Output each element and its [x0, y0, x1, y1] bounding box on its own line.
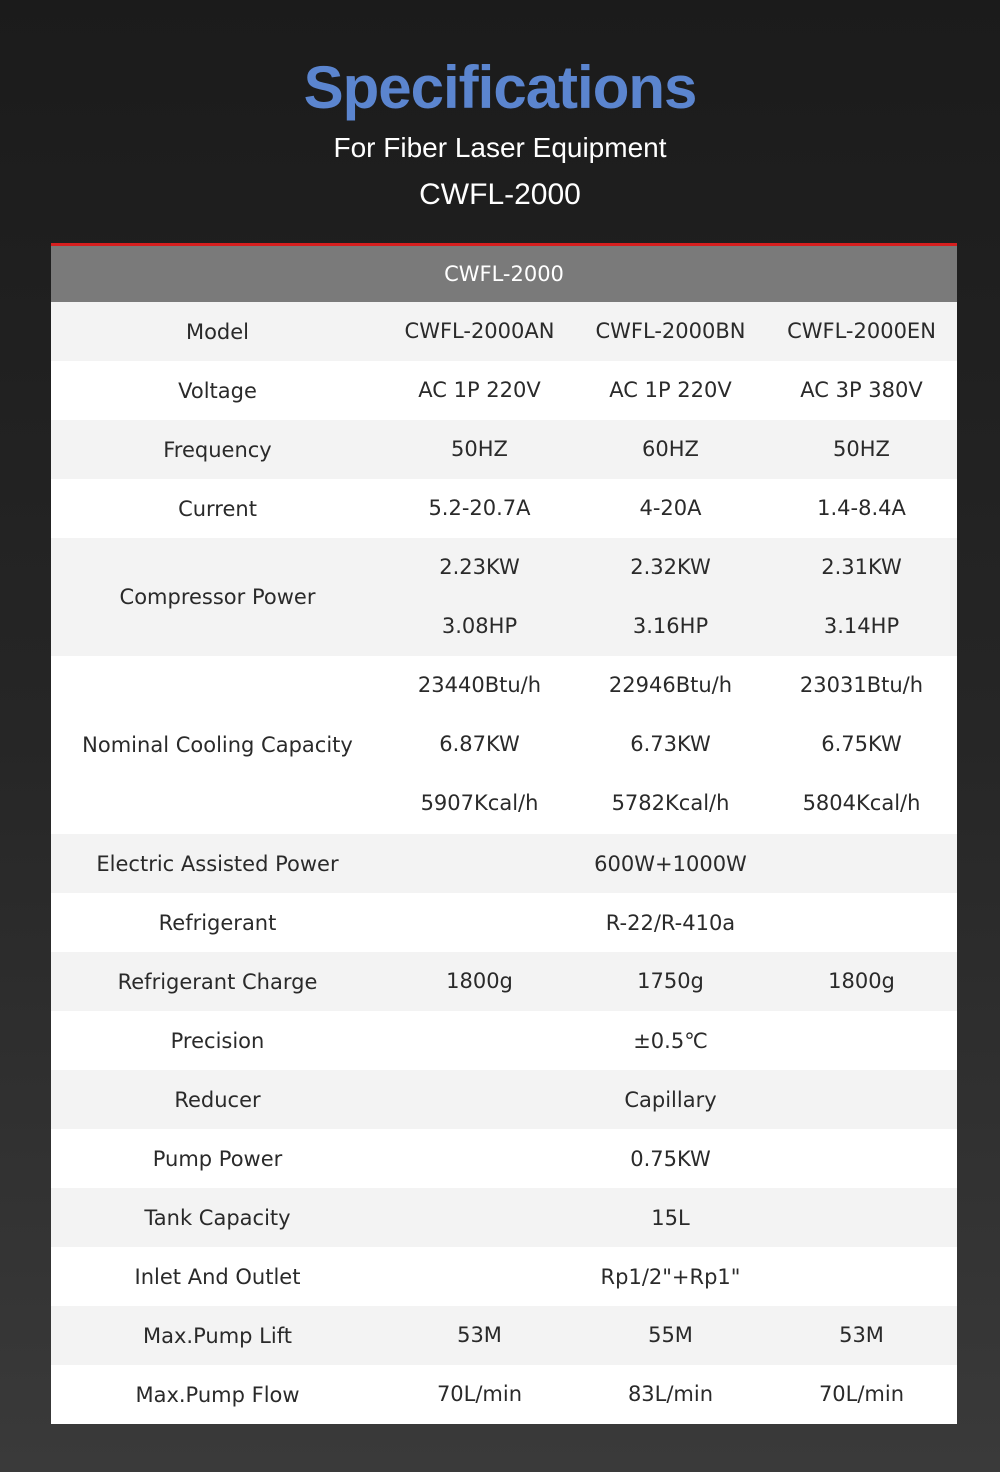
- cell-value: 5.2-20.7A: [428, 496, 531, 520]
- table-row-model: [51, 302, 957, 361]
- cell-value: 22946Btu/h: [608, 673, 733, 697]
- cell-value: 70L/min: [436, 1382, 523, 1406]
- table-row-frequency: [51, 420, 957, 479]
- cell-value: 5782Kcal/h: [611, 791, 730, 815]
- cell-value: 53M: [457, 1323, 502, 1347]
- cell-value: 1800g: [446, 969, 513, 993]
- cell-value: 2.31KW: [821, 555, 902, 579]
- table-row-refrigerant: [51, 893, 957, 952]
- cell-value: 6.73KW: [630, 732, 711, 756]
- cell-value: 3.08HP: [441, 614, 518, 638]
- cell-value: 5907Kcal/h: [420, 791, 539, 815]
- cell-value: 1750g: [637, 969, 704, 993]
- cell-value: 50HZ: [833, 437, 890, 461]
- table-row-cooling-capacity: [51, 656, 957, 834]
- cell-value: 23440Btu/h: [417, 673, 542, 697]
- cell-value: 23031Btu/h: [799, 673, 924, 697]
- table-row-refrigerant-charge: [51, 952, 957, 1011]
- row-label: Compressor Power: [119, 585, 316, 609]
- cell-value: Capillary: [624, 1087, 717, 1112]
- cell-value: 53M: [839, 1323, 884, 1347]
- model-title: CWFL-2000: [419, 178, 581, 211]
- table-row-precision: [51, 1011, 957, 1070]
- cell-value: 55M: [648, 1323, 693, 1347]
- cell-value: 2.32KW: [630, 555, 711, 579]
- cell-value: 70L/min: [818, 1382, 905, 1406]
- row-label: Current: [178, 496, 257, 521]
- cell-value: 4-20A: [639, 496, 702, 520]
- table-row-tank-capacity: [51, 1188, 957, 1247]
- table-row-compressor-power: [51, 538, 957, 656]
- cell-value: 2.23KW: [439, 555, 520, 579]
- row-label: Model: [185, 319, 250, 344]
- row-label: Pump Power: [152, 1146, 283, 1171]
- table-row-voltage: [51, 361, 957, 420]
- row-label: Inlet And Outlet: [134, 1264, 301, 1289]
- cell-value: 1800g: [828, 969, 895, 993]
- cell-value: 6.75KW: [821, 732, 902, 756]
- cell-value: 6.87KW: [439, 732, 520, 756]
- table-row-pump-power: [51, 1129, 957, 1188]
- cell-value: 3.14HP: [823, 614, 900, 638]
- cell-value: 60HZ: [642, 437, 699, 461]
- cell-value: 5804Kcal/h: [802, 791, 921, 815]
- cell-value: R-22/R-410a: [605, 910, 736, 935]
- cell-value: ±0.5℃: [633, 1028, 708, 1053]
- table-caption: CWFL-2000: [51, 246, 957, 302]
- table-row-pump-lift: [51, 1306, 957, 1365]
- row-label: Refrigerant: [158, 910, 277, 935]
- cell-value: CWFL-2000AN: [404, 319, 555, 343]
- cell-value: AC 1P 220V: [418, 378, 541, 402]
- cell-value: CWFL-2000EN: [787, 319, 936, 343]
- page-title: Specifications: [303, 54, 697, 121]
- cell-value: CWFL-2000BN: [595, 319, 746, 343]
- row-label: Voltage: [178, 378, 257, 403]
- row-label: Max.Pump Flow: [135, 1382, 300, 1407]
- spec-table: [51, 243, 957, 1424]
- row-label: Frequency: [163, 437, 272, 462]
- cell-value: 1.4-8.4A: [817, 496, 906, 520]
- cell-value: 0.75KW: [630, 1146, 711, 1171]
- row-label: Tank Capacity: [144, 1205, 291, 1230]
- cell-value: 83L/min: [627, 1382, 714, 1406]
- table-row-inlet-outlet: [51, 1247, 957, 1306]
- cell-value: AC 3P 380V: [800, 378, 923, 402]
- table-row-electric-assisted-power: [51, 834, 957, 893]
- row-label: Electric Assisted Power: [96, 851, 339, 876]
- table-row-reducer: [51, 1070, 957, 1129]
- row-label: Precision: [170, 1028, 265, 1053]
- table-row-pump-flow: [51, 1365, 957, 1424]
- page-subtitle: For Fiber Laser Equipment: [333, 132, 667, 163]
- cell-value: 15L: [651, 1205, 690, 1230]
- row-label: Refrigerant Charge: [117, 969, 318, 994]
- cell-value: AC 1P 220V: [609, 378, 732, 402]
- cell-value: 50HZ: [451, 437, 508, 461]
- cell-value: Rp1/2"+Rp1": [600, 1264, 741, 1289]
- table-row-current: [51, 479, 957, 538]
- cell-value: 3.16HP: [632, 614, 709, 638]
- cell-value: 600W+1000W: [594, 851, 747, 876]
- row-label: Max.Pump Lift: [143, 1323, 292, 1348]
- row-label: Reducer: [174, 1087, 261, 1112]
- row-label: Nominal Cooling Capacity: [82, 733, 353, 757]
